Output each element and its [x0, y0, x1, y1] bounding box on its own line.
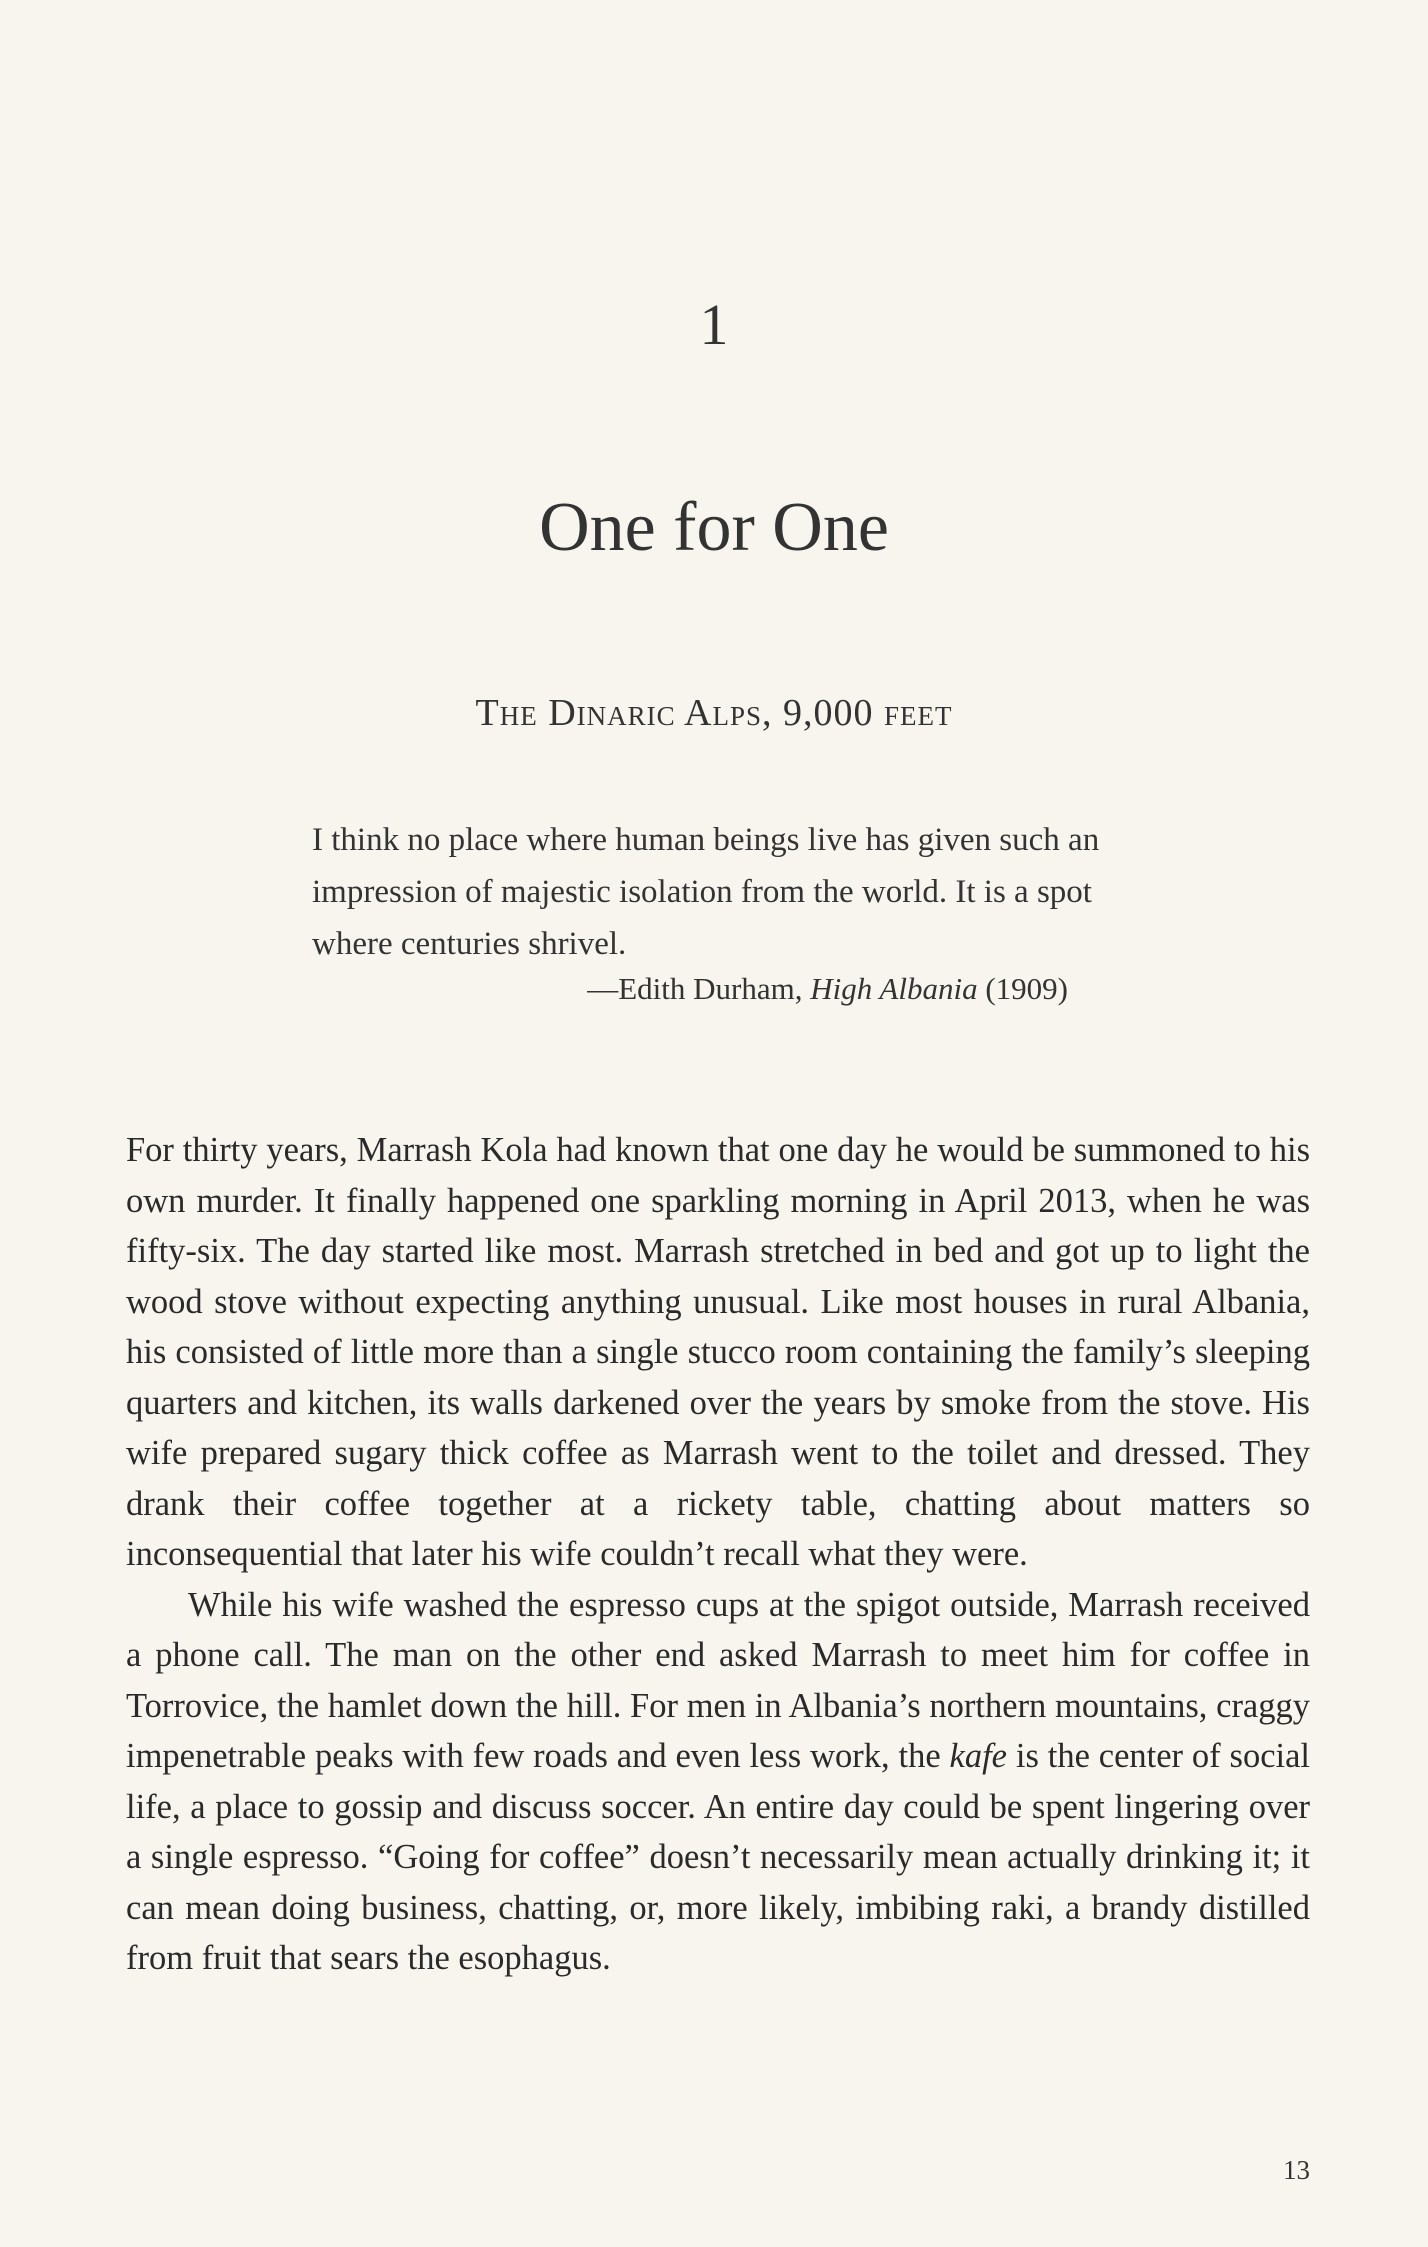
chapter-subtitle: The Dinaric Alps, 9,000 feet	[475, 692, 953, 734]
epigraph-attribution	[312, 964, 1068, 1014]
epigraph-quote: I think no place where human beings live has given such an impression of majestic isolation from the world. It is a spot where centuries shrivel.	[312, 822, 1100, 962]
paragraph-2-italic: kafe	[949, 1737, 1007, 1775]
attribution-work: High Albania	[810, 971, 978, 1006]
paragraph-2-part-2: is the center of social life, a place to gossip and discuss soccer. An entire day could be spent lingering over a single espresso. “Going for coffee” doesn’t necessarily mean actually drinking it; it can mean doing business, chatting, or, more likely, imbibing raki, a brandy distilled from fruit that sears the esophagus.	[126, 1737, 1310, 1977]
chapter-number: 1	[699, 292, 729, 357]
epigraph	[312, 814, 1132, 970]
paragraph-2	[126, 1580, 1310, 1984]
attribution-year: (1909)	[977, 971, 1068, 1006]
page-number: 13	[1283, 2155, 1310, 2185]
body-text	[126, 1125, 1310, 1984]
attribution-author: —Edith Durham,	[587, 971, 811, 1006]
paragraph-1: For thirty years, Marrash Kola had known that one day he would be summoned to his own murder. It finally happened one sparkling morning in April 2013, when he was fifty-six. The day started like most. Marrash stretched in bed and got up to light the wood stove without expecting anything unusual. Like most houses in rural Albania, his consisted of little more than a single stucco room containing the family’s sleeping quarters and kitchen, its walls darkened over the years by smoke from the stove. His wife prepared sugary thick coffee as Marrash went to the toilet and dressed. They drank their coffee together at a rickety table, chatting about matters so inconsequential that later his wife couldn’t recall what they were.	[126, 1131, 1310, 1573]
paragraph-2-part-1: While his wife washed the espresso cups at the spigot outside, Marrash received a phone call. The man on the other end asked Marrash to meet him for coffee in Torrovice, the hamlet down the hill. For men in Albania’s northern mountains, craggy impenetrable peaks with few roads and even less work, the	[126, 1585, 1310, 1775]
chapter-title: One for One	[539, 489, 889, 566]
